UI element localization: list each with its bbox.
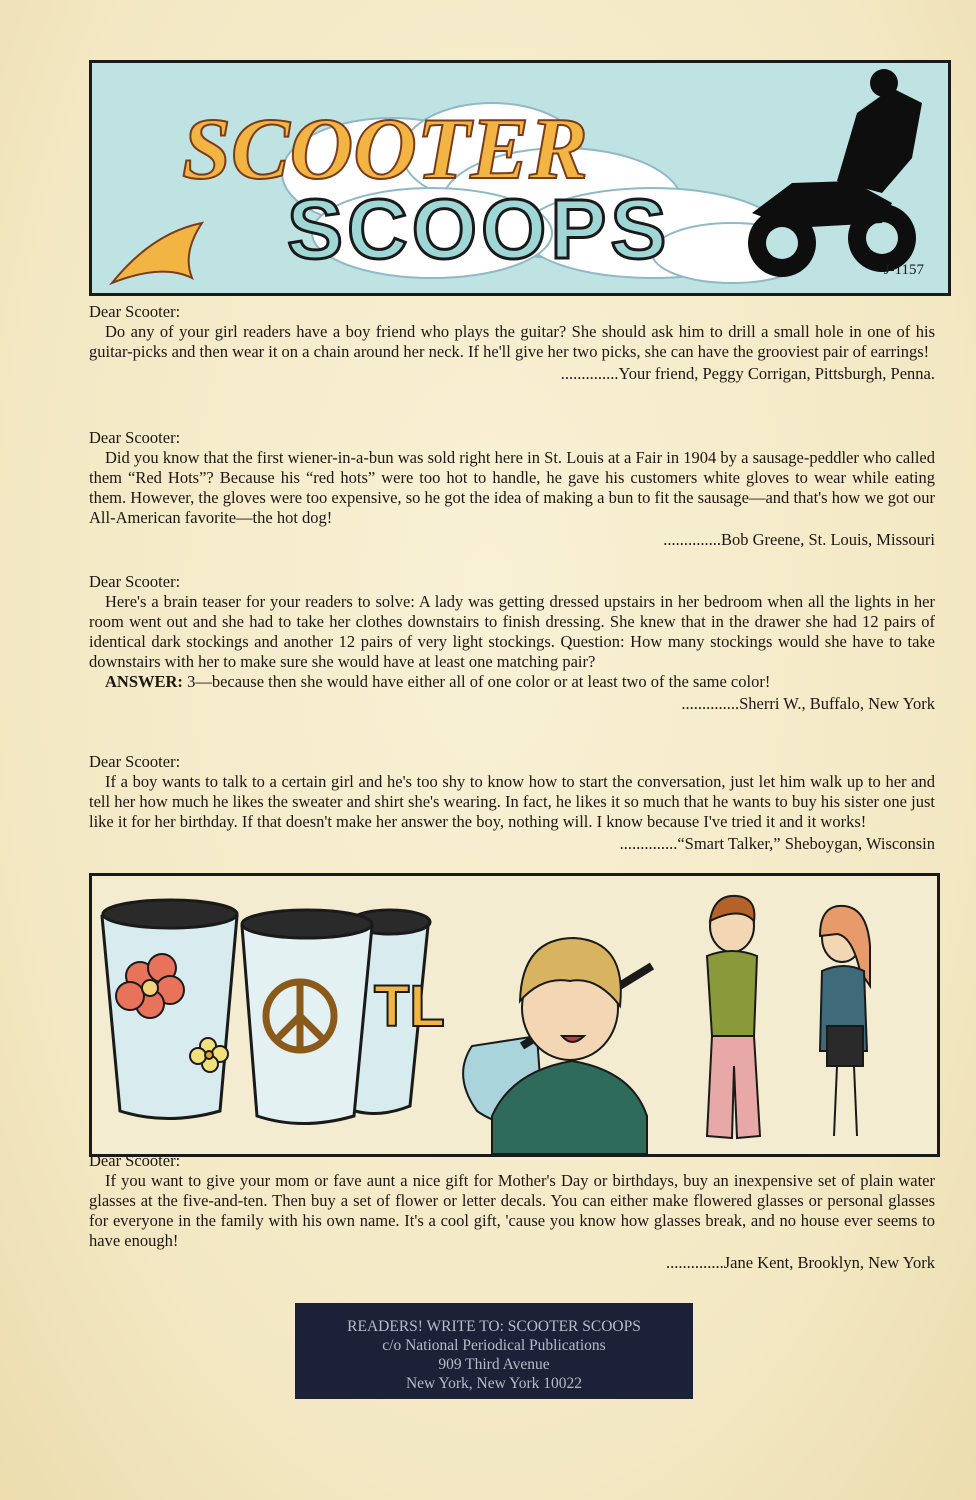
motorcycle-icon xyxy=(748,69,922,277)
letter-4 xyxy=(89,752,935,854)
banner-code: J-1157 xyxy=(883,262,924,278)
letter-body: If you want to give your mom or fave aunt a nice gift for Mother's Day or birthdays, buy an inexpensive set of plain water glasses at the five-and-ten. Then buy a set of flower or letter decals. You can either make flowered glasses or personal glasses for everyone in the family with his own name. It's a cool gift, 'cause you know how glasses break, and no house ever seems to have enough! xyxy=(89,1171,935,1250)
letter-signature: ..............Jane Kent, Brooklyn, New York xyxy=(665,1253,935,1272)
girl-with-guitar xyxy=(463,938,652,1154)
title-scoops: SCOOPS xyxy=(287,182,671,276)
letter-body: Here's a brain teaser for your readers to solve: A lady was getting dressed upstairs in her bedroom when all the lights in her room went out and she had to take her clothes downstairs to finish dressing. She knew that in the drawer she had 12 pairs of identical dark stockings and another 12 pairs of very light stockings. Question: How many stockings would she have to take downstairs with her to make sure she would have at least one matching pair? xyxy=(89,592,935,671)
header-banner xyxy=(89,60,951,296)
letter-signature: ..............Bob Greene, St. Louis, Missouri xyxy=(663,530,935,549)
letter-5 xyxy=(89,1151,935,1273)
letter-body: Do any of your girl readers have a boy friend who plays the guitar? She should ask him to drill a small hole in one of his guitar-picks and then wear it on a chain around her neck. If he'll give her two picks, she can have the grooviest pair of earrings! xyxy=(89,322,935,361)
letter-answer xyxy=(89,672,935,692)
letter-body: Did you know that the first wiener-in-a-bun was sold right here in St. Louis at a Fair in 1904 by a sausage-peddler who called them “Red Hots”? Because his “red hots” were too hot to handle, he gave his customers white gloves to wear while eating them. However, the gloves were too expensive, so he got the idea of making a bun to fit the sausage—and that's how we got our All-American favorite—the hot dog! xyxy=(89,448,935,527)
illustration-artwork xyxy=(92,876,937,1154)
boy-figure xyxy=(707,896,760,1138)
address-line-2: c/o National Periodical Publications xyxy=(382,1337,606,1354)
letter-salutation: Dear Scooter: xyxy=(89,302,181,321)
letter-1 xyxy=(89,302,935,384)
letter-salutation: Dear Scooter: xyxy=(89,752,181,771)
letter-salutation: Dear Scooter: xyxy=(89,1151,181,1170)
letter-3 xyxy=(89,572,935,714)
letter-salutation: Dear Scooter: xyxy=(89,572,181,591)
glass-letters: TL xyxy=(374,974,445,1039)
mailing-address-box xyxy=(295,1303,693,1399)
tail-swoosh xyxy=(112,223,202,283)
address-line-1: READERS! WRITE TO: SCOOTER SCOOPS xyxy=(347,1318,641,1335)
title-scooter: SCOOTER xyxy=(182,101,588,198)
letter-signature: ..............Your friend, Peggy Corrigan, Pittsburgh, Penna. xyxy=(560,364,935,383)
address-line-3: 909 Third Avenue xyxy=(438,1356,550,1373)
illustration-panel xyxy=(89,873,940,1157)
answer-text: 3—because then she would have either all of one color or at least two of the same color! xyxy=(182,672,771,691)
letter-signature: ..............“Smart Talker,” Sheboygan, Wisconsin xyxy=(619,834,935,853)
address-line-4: New York, New York 10022 xyxy=(405,1375,583,1392)
letter-2 xyxy=(89,428,935,550)
answer-label: ANSWER: xyxy=(105,672,183,691)
letter-salutation: Dear Scooter: xyxy=(89,428,181,447)
girl-figure xyxy=(820,906,870,1136)
letter-body: If a boy wants to talk to a certain girl and he's too shy to know how to start the conversation, just let him walk up to her and tell her how much he likes the sweater and shirt she's wearing. In fact, he likes it so much that he wants to buy his sister one just like it for her birthday. If that doesn't make her answer the boy, nothing will. I know because I've tried it and it works! xyxy=(89,772,935,831)
letter-signature: ..............Sherri W., Buffalo, New York xyxy=(681,694,935,713)
banner-artwork xyxy=(92,63,948,293)
